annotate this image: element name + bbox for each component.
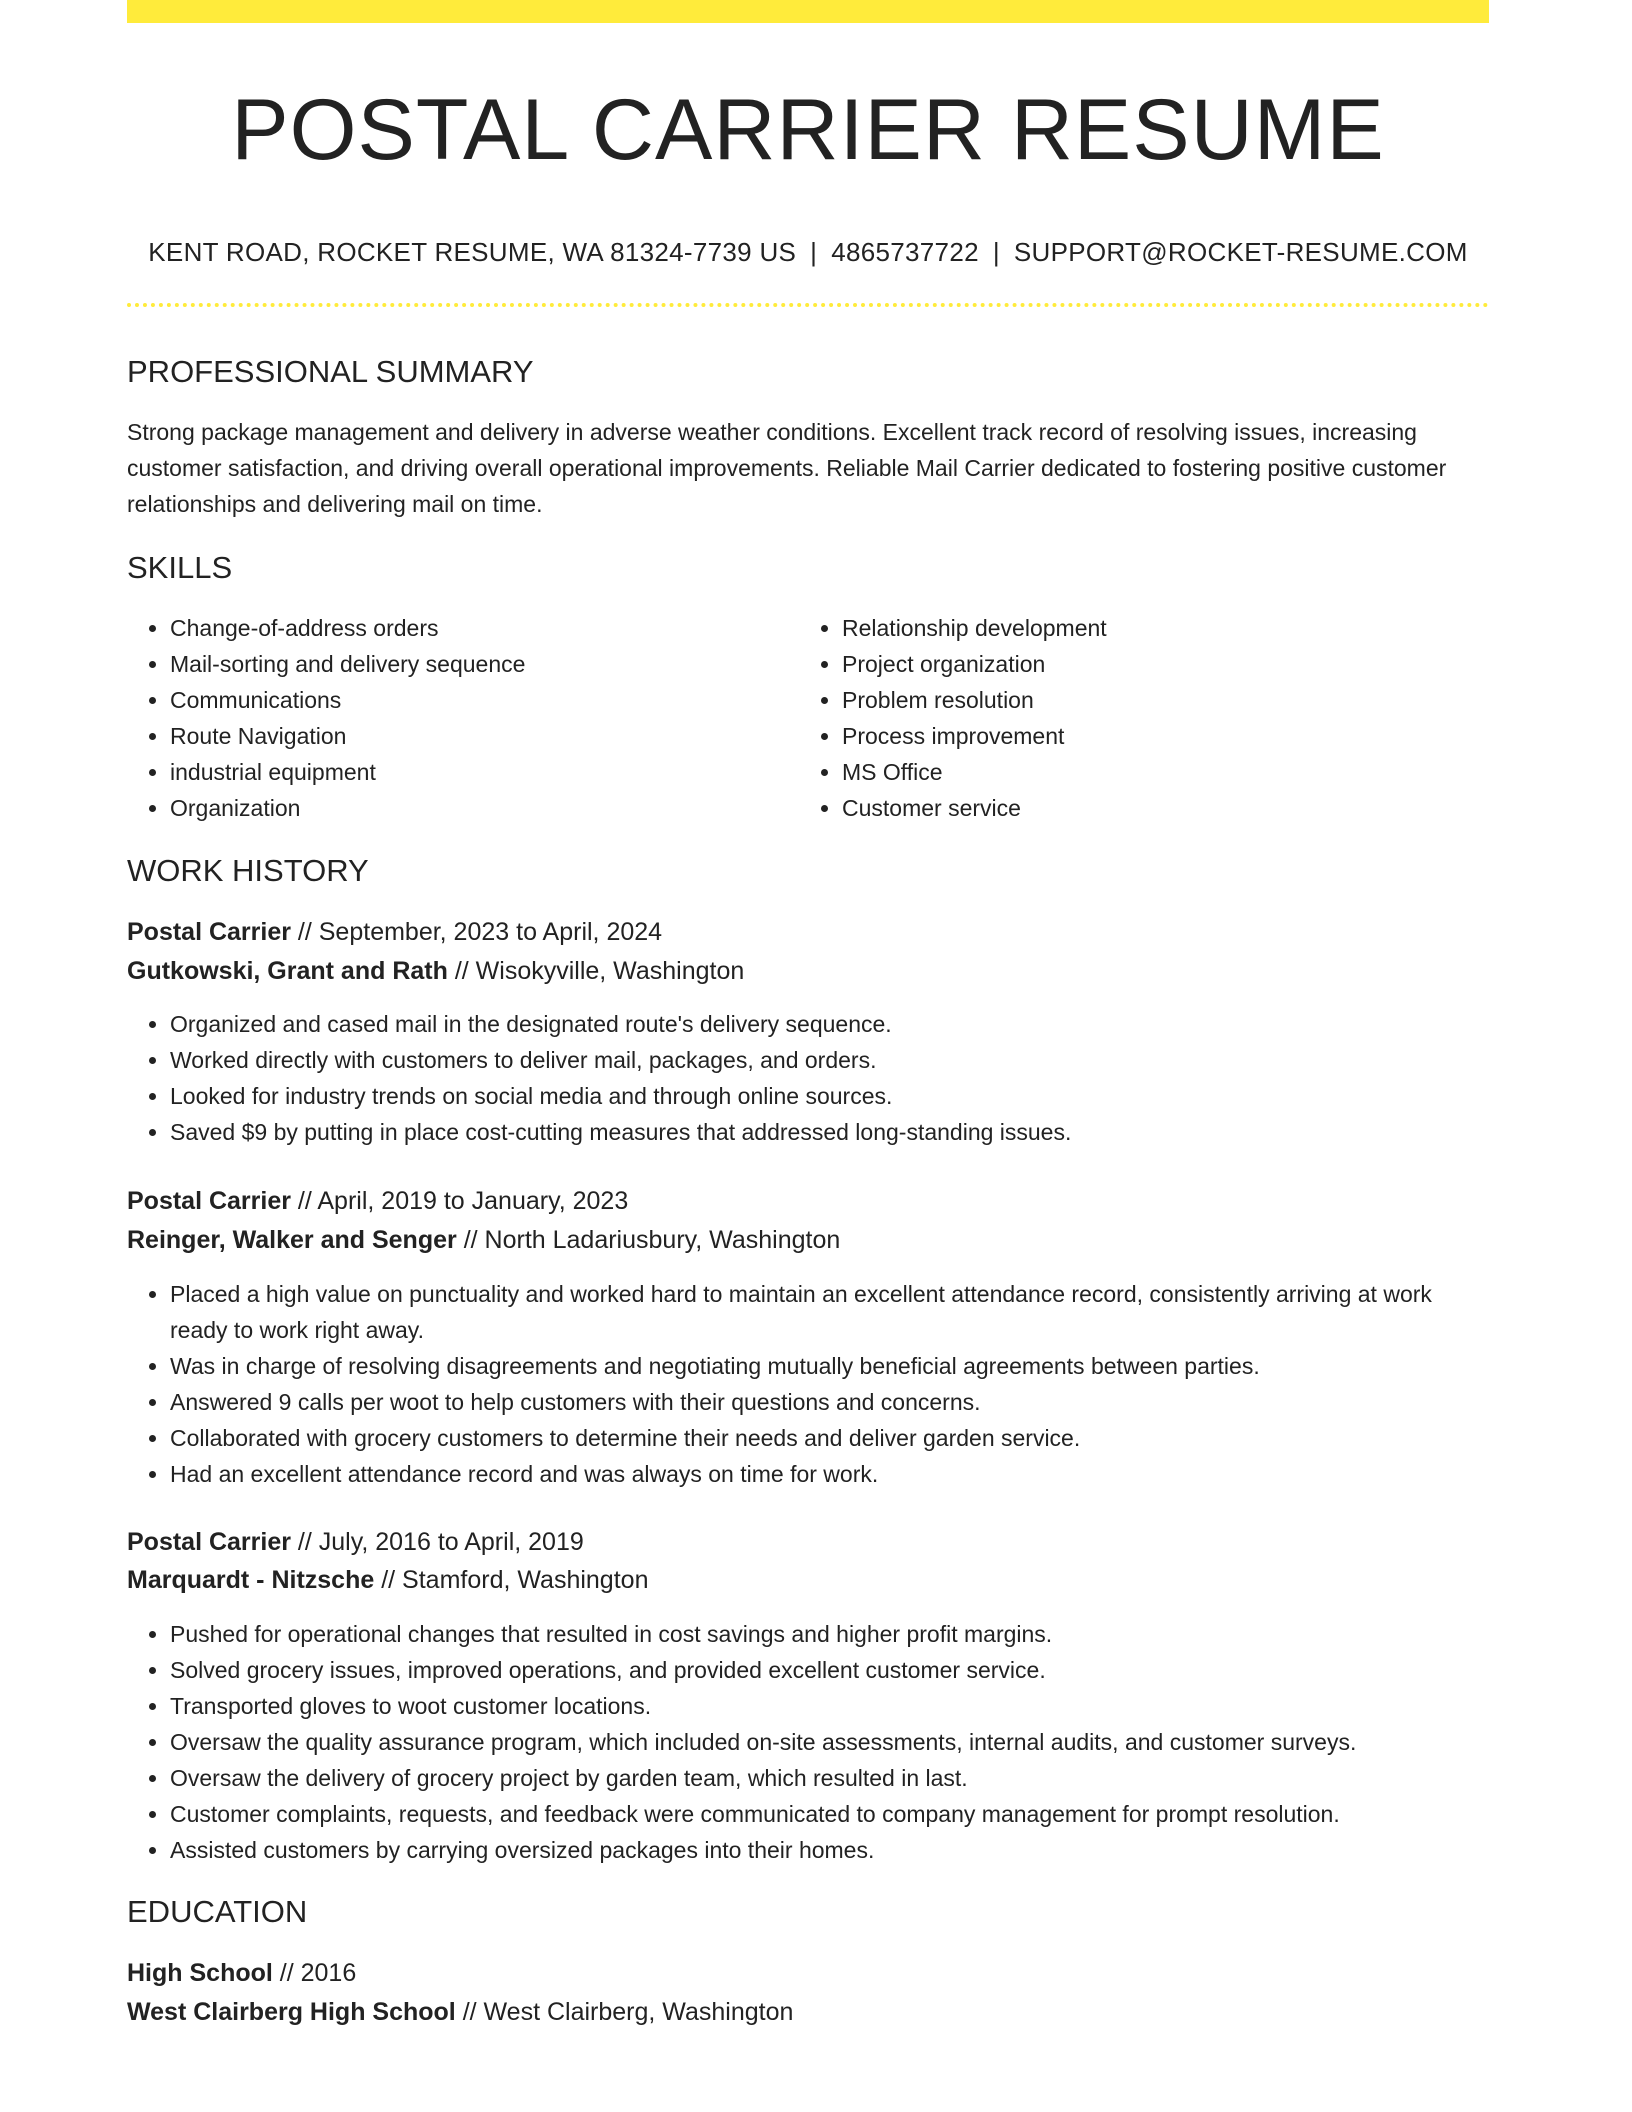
education-degree: High School [127,1959,273,1987]
job-bullet: • Customer complaints, requests, and feedback were communicated to company management for prompt resolution. [170,1796,1510,1832]
job-location: // Wisokyville, Washington [454,957,745,985]
skill-item: • industrial equipment [170,754,790,790]
skill-item: • Organization [170,790,790,826]
dotted-divider [127,303,1489,307]
job-bullet: • Had an excellent attendance record and was always on time for work. [170,1456,1489,1492]
skills-heading: SKILLS [127,550,233,585]
job-title: Postal Carrier [127,1187,291,1215]
skill-item: • Problem resolution [842,682,1482,718]
job-location: // North Ladariusbury, Washington [463,1226,841,1254]
skill-item: • Mail-sorting and delivery sequence [170,646,790,682]
job-bullet: • Assisted customers by carrying oversized packages into their homes. [170,1832,1510,1868]
job-company: Marquardt - Nitzsche [127,1566,375,1594]
job-company-line [127,1561,648,1599]
job-title-line [127,1182,628,1220]
job-bullets [127,1616,1510,1868]
education-degree-line [127,1954,356,1992]
contact-phone: 4865737722 [831,237,979,267]
skills-list-right [799,610,1482,826]
education-location: // West Clairberg, Washington [462,1998,794,2026]
skill-item: • Route Navigation [170,718,790,754]
job-bullet: • Pushed for operational changes that resulted in cost savings and higher profit margins. [170,1616,1510,1652]
contact-line [127,236,1489,268]
job-bullet: • Saved $9 by putting in place cost-cutting measures that addressed long-standing issues. [170,1114,1489,1150]
job-dates: // September, 2023 to April, 2024 [297,918,663,946]
skill-item: • Communications [170,682,790,718]
job-bullet: • Was in charge of resolving disagreements and negotiating mutually beneficial agreements between parties. [170,1348,1489,1384]
skill-item: • MS Office [842,754,1482,790]
education-school-line [127,1993,793,2031]
job-dates: // July, 2016 to April, 2019 [297,1528,584,1556]
job-bullet: • Organized and cased mail in the designated route's delivery sequence. [170,1006,1489,1042]
job-company-line [127,1221,840,1259]
job-location: // Stamford, Washington [381,1566,649,1594]
job-company-line [127,952,744,990]
contact-email: SUPPORT@ROCKET-RESUME.COM [1013,237,1468,267]
job-bullet: • Looked for industry trends on social media and through online sources. [170,1078,1489,1114]
job-bullet: • Collaborated with grocery customers to determine their needs and deliver garden service. [170,1420,1489,1456]
job-bullets [127,1006,1489,1150]
accent-top-bar [127,0,1489,23]
job-bullet: • Worked directly with customers to deliver mail, packages, and orders. [170,1042,1489,1078]
contact-separator: | [810,237,818,267]
job-bullet: • Solved grocery issues, improved operations, and provided excellent customer service. [170,1652,1510,1688]
job-bullet: • Placed a high value on punctuality and worked hard to maintain an excellent attendance record, consistently arriving at work ready to work right away. [170,1276,1489,1348]
education-year: // 2016 [279,1959,357,1987]
job-company: Gutkowski, Grant and Rath [127,957,448,985]
contact-separator: | [992,237,1000,267]
skills-list-left [127,610,790,826]
job-title: Postal Carrier [127,918,291,946]
job-title-line [127,913,662,951]
skill-item: • Change-of-address orders [170,610,790,646]
job-bullet: • Oversaw the quality assurance program, which included on-site assessments, internal audits, and customer surveys. [170,1724,1510,1760]
skill-item: • Project organization [842,646,1482,682]
summary-heading: PROFESSIONAL SUMMARY [127,354,534,389]
job-bullet: • Oversaw the delivery of grocery project by garden team, which resulted in last. [170,1760,1510,1796]
job-dates: // April, 2019 to January, 2023 [297,1187,629,1215]
work-heading: WORK HISTORY [127,853,369,888]
skill-item: • Process improvement [842,718,1482,754]
skill-item: • Relationship development [842,610,1482,646]
job-bullet: • Answered 9 calls per woot to help customers with their questions and concerns. [170,1384,1489,1420]
education-school: West Clairberg High School [127,1998,456,2026]
education-heading: EDUCATION [127,1894,308,1929]
job-bullet: • Transported gloves to woot customer locations. [170,1688,1510,1724]
job-company: Reinger, Walker and Senger [127,1226,457,1254]
summary-text: Strong package management and delivery in adverse weather conditions. Excellent track record of resolving issues, increasing customer satisfaction, and driving overall operational improvements. Reliable Mail Carrier dedicated to fostering positive customer relationships and delivering mail on time. [127,419,1447,517]
job-title-line [127,1523,584,1561]
skill-item: • Customer service [842,790,1482,826]
job-title: Postal Carrier [127,1528,291,1556]
resume-title: POSTAL CARRIER RESUME [231,82,1385,178]
contact-address: KENT ROAD, ROCKET RESUME, WA 81324-7739 US [148,237,797,267]
job-bullets [127,1276,1489,1492]
